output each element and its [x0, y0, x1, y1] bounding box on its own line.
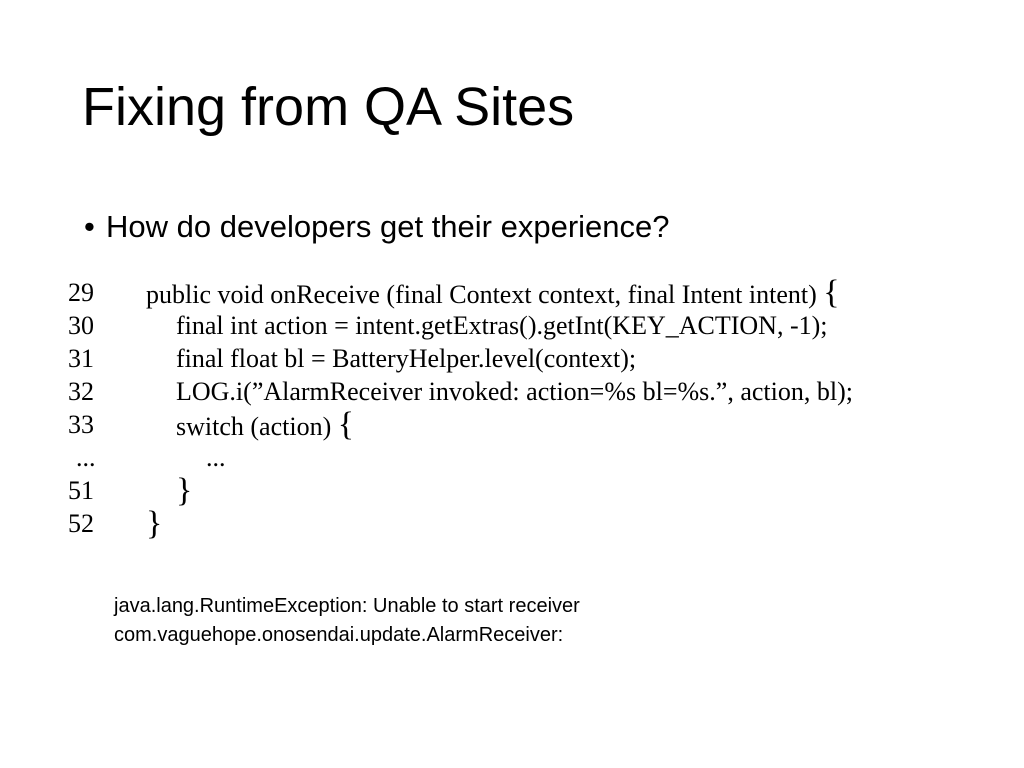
code-text	[146, 276, 840, 311]
slide-title: Fixing from QA Sites	[82, 77, 575, 137]
code-text	[176, 375, 853, 408]
code-text	[206, 441, 226, 474]
code-brace: }	[146, 505, 163, 542]
line-number: 30	[68, 311, 94, 340]
exception-line: com.vaguehope.onosendai.update.AlarmReceiver:	[114, 624, 564, 646]
line-number: 33	[68, 410, 94, 439]
code-brace: }	[176, 472, 193, 509]
code-statement: switch (action)	[176, 412, 338, 441]
code-text	[176, 408, 354, 443]
code-text	[176, 474, 192, 509]
line-number: 51	[68, 476, 94, 505]
line-number: ...	[76, 443, 96, 472]
code-brace: {	[823, 274, 840, 311]
code-statement: final float bl = BatteryHelper.level(context);	[176, 344, 637, 373]
line-number: 32	[68, 377, 94, 406]
code-statement: public void onReceive (final Context context, final Intent intent)	[146, 280, 824, 309]
code-brace: {	[337, 406, 355, 443]
code-statement: final int action = intent.getExtras().getInt(KEY_ACTION, -1);	[176, 311, 828, 340]
code-statement: LOG.i(”AlarmReceiver invoked: action=%s bl=%s.”, action, bl);	[176, 377, 853, 406]
code-text	[146, 507, 162, 542]
line-number: 31	[68, 344, 94, 373]
line-number: 52	[68, 509, 94, 538]
code-statement: ...	[206, 443, 226, 472]
code-text	[176, 309, 828, 342]
exception-line: java.lang.RuntimeException: Unable to start receiver	[114, 595, 580, 617]
code-text	[176, 342, 636, 375]
exception-message	[114, 592, 580, 650]
line-number: 29	[68, 278, 94, 307]
bullet-marker: •	[84, 209, 95, 244]
bullet-text: How do developers get their experience?	[106, 209, 670, 244]
bullet-item	[84, 208, 670, 245]
